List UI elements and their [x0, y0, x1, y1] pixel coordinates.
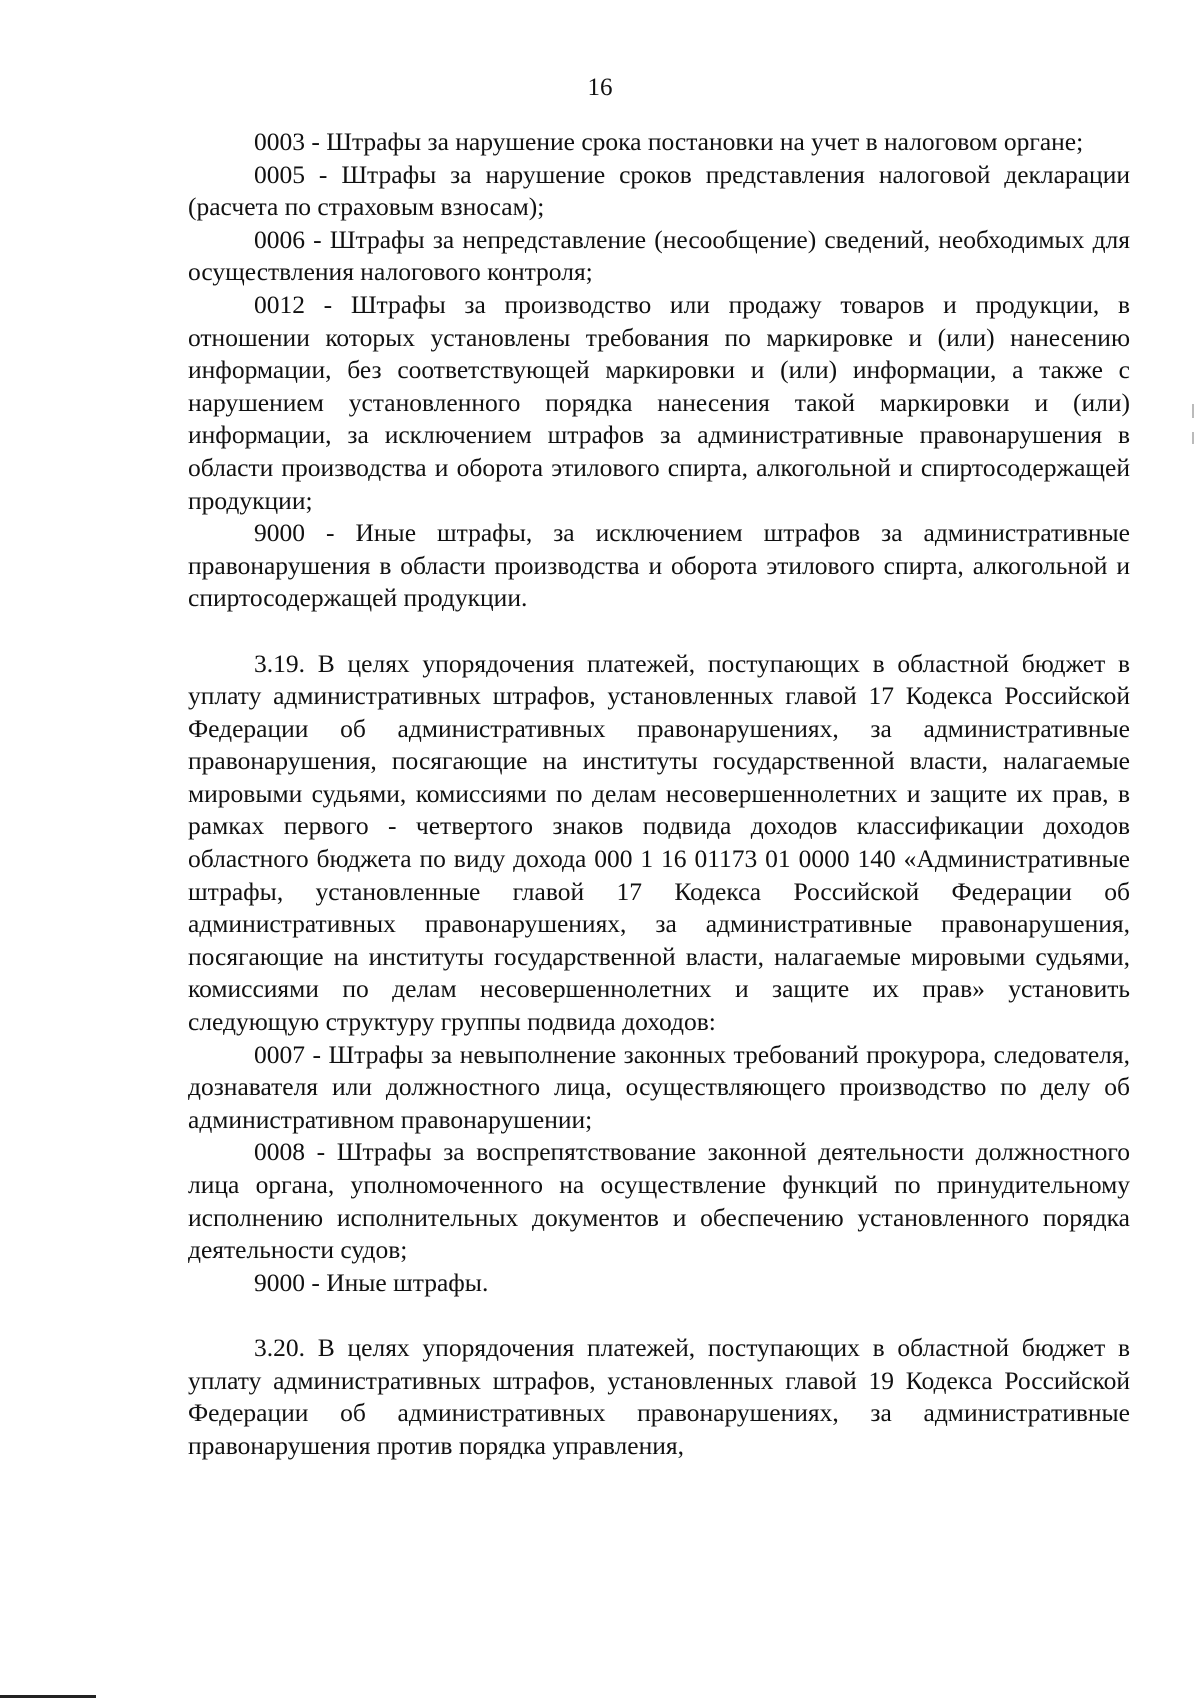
paragraph-0007: 0007 - Штрафы за невыполнение законных требований прокурора, следователя, дознавателя или должностного лица, осуществляющего производство по делу об административном правонарушении; [188, 1039, 1130, 1134]
scan-artifact-speck [1192, 404, 1194, 418]
scan-artifact-line [0, 1695, 96, 1698]
paragraph-0008: 0008 - Штрафы за воспрепятствование законной деятельности должностного лица органа, уполномоченного на осуществление функций по принудительному исполнению исполнительных документов и обеспечению установленного порядка деятельности судов; [188, 1137, 1130, 1265]
paragraph-3-19: 3.19. В целях упорядочения платежей, поступающих в областной бюджет в уплату административных штрафов, установленных главой 17 Кодекса Российской Федерации об административных правонарушениях, за административные правонарушения, посягающие на институты государственной власти, налагаемые мировыми судьями, комиссиями по делам несовершеннолетних и защите их прав, в рамках первого - четвертого знаков подвида доходов классификации доходов областного бюджета по виду дохода 000 1 16 01173 01 0000 140 «Административные штрафы, установленные главой 17 Кодекса Российской Федерации об административных правонарушениях, за административные правонарушения, посягающие на институты государственной власти, налагаемые мировыми судьями, комиссиями по делам несовершеннолетних и защите их прав» установить следующую структуру группы подвида доходов: [188, 648, 1130, 1037]
paragraph-0005: 0005 - Штрафы за нарушение сроков представления налоговой декларации (расчета по страховым взносам); [188, 159, 1130, 222]
paragraph-0003: 0003 - Штрафы за нарушение срока постановки на учет в налоговом органе; [254, 127, 1084, 156]
paragraph-0012: 0012 - Штрафы за производство или продажу товаров и продукции, в отношении которых установлены требования по маркировке и (или) нанесению информации, без соответствующей маркировки и (или) информации, а также с нарушением установленного порядка нанесения такой маркировки и (или) информации, за исключением штрафов за административные правонарушения в области производства и оборота этилового спирта, алкогольной и спиртосодержащей продукции; [188, 289, 1130, 515]
scan-artifact-speck [1192, 432, 1194, 444]
document-body [188, 126, 1130, 1462]
page-number: 16 [587, 74, 613, 101]
paragraph-9000-first: 9000 - Иные штрафы, за исключением штрафов за административные правонарушения в области производства и оборота этилового спирта, алкогольной и спиртосодержащей продукции. [188, 518, 1130, 613]
paragraph-3-20: 3.20. В целях упорядочения платежей, поступающих в областной бюджет в уплату административных штрафов, установленных главой 19 Кодекса Российской Федерации об административных правонарушениях, за административные правонарушения против порядка управления, [188, 1332, 1130, 1460]
paragraph-0006: 0006 - Штрафы за непредставление (несообщение) сведений, необходимых для осуществления налогового контроля; [188, 224, 1130, 287]
paragraph-9000-second: 9000 - Иные штрафы. [254, 1267, 489, 1297]
